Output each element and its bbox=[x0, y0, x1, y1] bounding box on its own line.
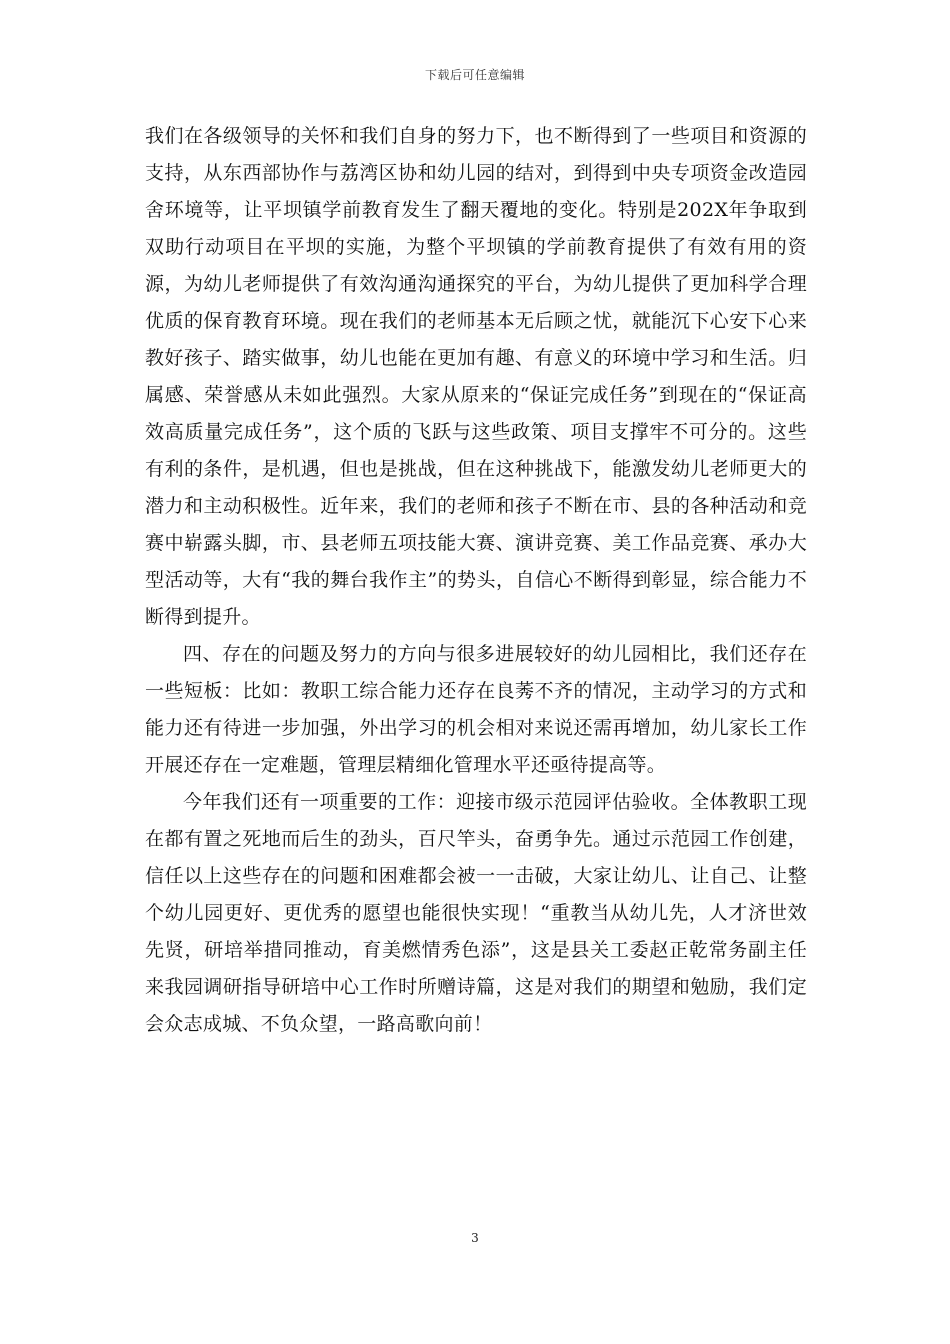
page-header: 下载后可任意编辑 bbox=[424, 68, 525, 82]
page-number: 3 bbox=[471, 1231, 479, 1245]
paragraph-1: 我们在各级领导的关怀和我们自身的努力下，也不断得到了一些项目和资源的支持，从东西部协作与荔湾区协和幼儿园的结对，到得到中央专项资金改造园舍环境等，让平坝镇学前教育发生了翻天覆地的变化。特别是202X年争取到双助行动项目在平坝的实施，为整个平坝镇的学前教育提供了有效有用的资源，为幼儿老师提供了有效沟通沟通探究的平台，为幼儿提供了更加科学合理优质的保育教育环境。现在我们的老师基本无后顾之忧，就能沉下心安下心来教好孩子、踏实做事，幼儿也能在更加有趣、有意义的环境中学习和生活。归属感、荣誉感从未如此强烈。大家从原来的“保证完成任务”到现在的“保证高效高质量完成任务”，这个质的飞跃与这些政策、项目支撑牢不可分的。这些有利的条件，是机遇，但也是挑战，但在这种挑战下，能激发幼儿老师更大的潜力和主动积极性。近年来，我们的老师和孩子不断在市、县的各种活动和竞赛中崭露头脚，市、县老师五项技能大赛、演讲竞赛、美工作品竞赛、承办大型活动等，大有“我的舞台我作主”的势头，自信心不断得到彰显，综合能力不断得到提升。 bbox=[145, 125, 807, 628]
paragraph-2: 四、存在的问题及努力的方向与很多进展较好的幼儿园相比，我们还存在一些短板：比如：教职工综合能力还存在良莠不齐的情况，主动学习的方式和能力还有待进一步加强，外出学习的机会相对来说还需再增加，幼儿家长工作开展还存在一定难题，管理层精细化管理水平还亟待提高等。 bbox=[145, 643, 807, 776]
paragraph-3: 今年我们还有一项重要的工作：迎接市级示范园评估验收。全体教职工现在都有置之死地而后生的劲头，百尺竿头，奋勇争先。通过示范园工作创建，信任以上这些存在的问题和困难都会被一一击破，大家让幼儿、让自己、让整个幼儿园更好、更优秀的愿望也能很快实现！“重教当从幼儿先，人才济世效先贤，研培举措同推动，育美燃情秀色添”，这是县关工委赵正乾常务副主任来我园调研指导研培中心工作时所赠诗篇，这是对我们的期望和勉励，我们定会众志成城、不负众望，一路高歌向前！ bbox=[145, 791, 807, 1035]
document-body bbox=[145, 118, 807, 1043]
